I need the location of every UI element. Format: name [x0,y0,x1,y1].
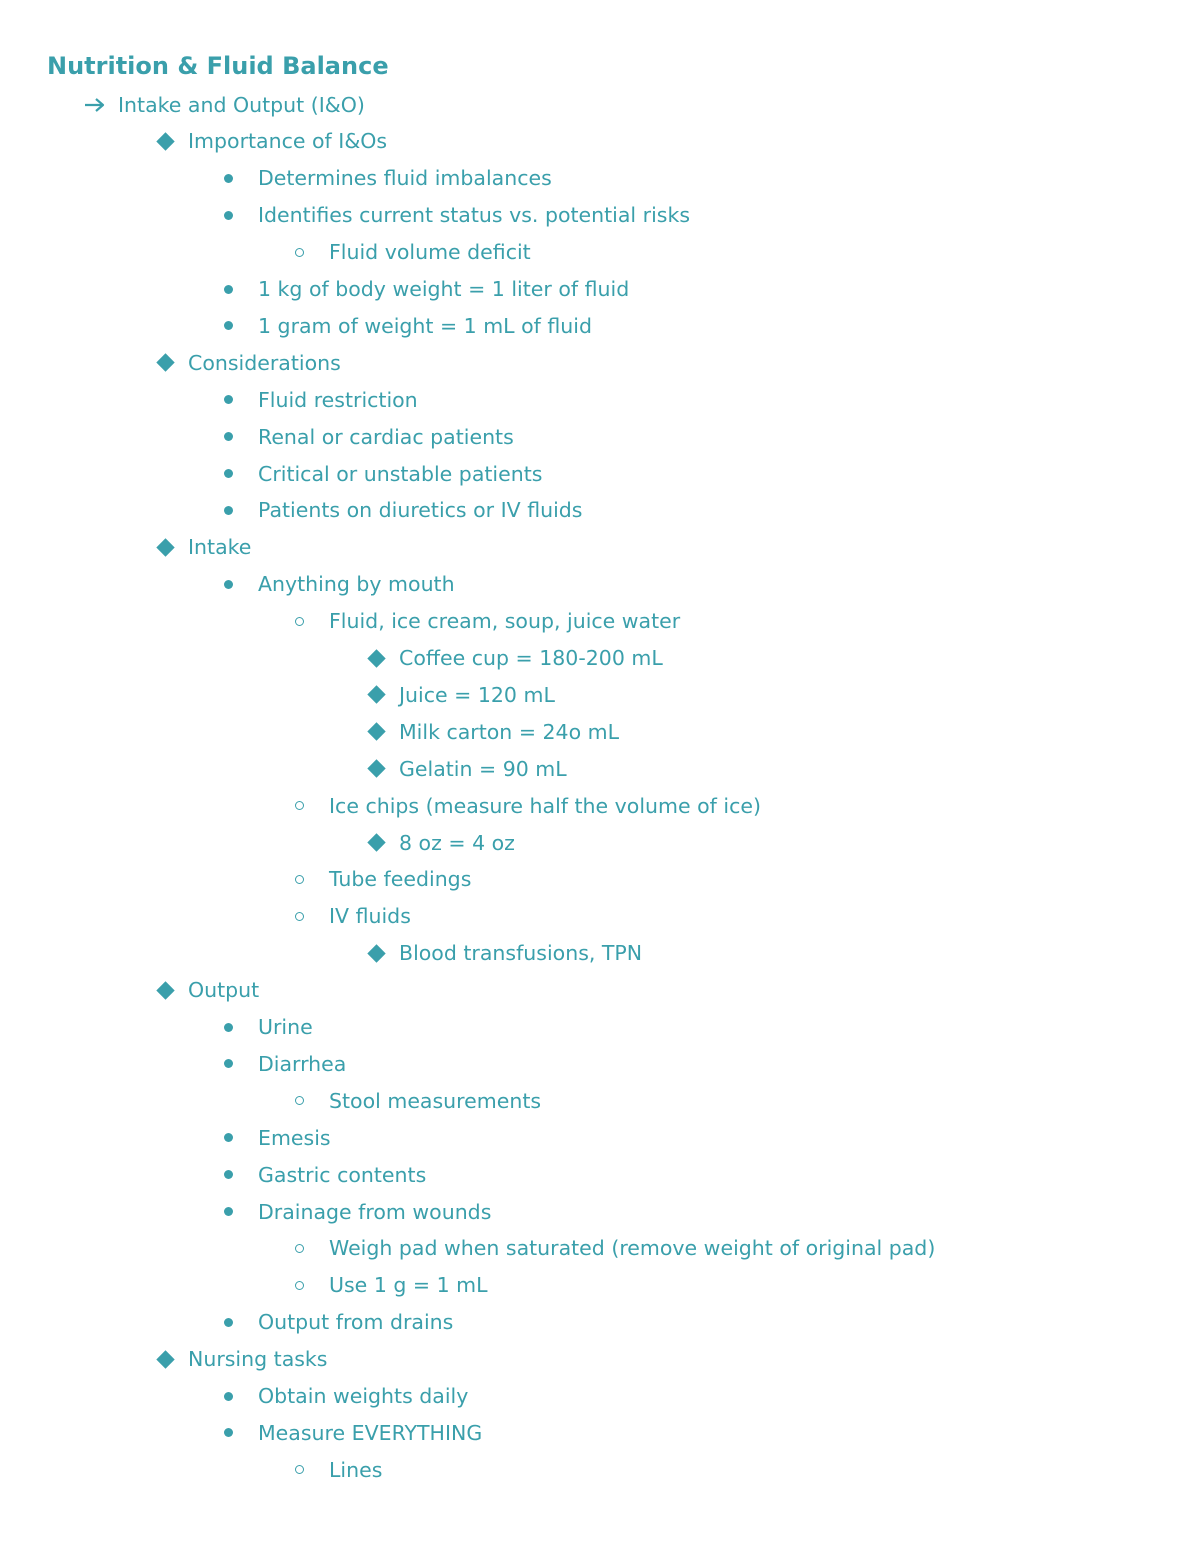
filled-bullet-icon [224,1170,258,1179]
outline-item-level-3 [295,1452,382,1488]
outline-item-text: Determines fluid imbalances [258,166,552,191]
outline-item-level-2 [224,566,455,602]
filled-bullet-icon [224,432,258,441]
outline-item-level-2 [224,1009,313,1045]
outline-item-level-1 [155,529,251,565]
outline-item-level-2 [224,382,418,418]
hollow-circle-icon [295,1244,329,1253]
outline-item-level-2 [224,492,583,528]
outline-item-text: Gastric contents [258,1162,427,1187]
outline-item-text: Juice = 120 mL [399,682,555,707]
outline-item-level-1 [155,972,259,1008]
diamond-icon [155,984,188,997]
outline-item-text: Output from drains [258,1310,454,1335]
outline-item-text: Blood transfusions, TPN [399,941,643,966]
outline-item-text: Weigh pad when saturated (remove weight of original pad) [329,1236,936,1261]
outline-item-text: Nursing tasks [188,1347,328,1372]
filled-bullet-icon [224,469,258,478]
outline-item-level-3 [295,234,531,270]
diamond-icon [155,1353,188,1366]
outline-item-text: Fluid volume deficit [329,240,531,265]
outline-item-text: Importance of I&Os [188,129,388,154]
outline-item-text: Fluid, ice cream, soup, juice water [329,609,681,634]
outline-item-level-3 [295,788,761,824]
outline-item-level-2 [224,1415,482,1451]
filled-bullet-icon [224,174,258,183]
outline-item-level-2 [224,456,542,492]
outline-item-level-2 [224,1120,331,1156]
diamond-icon [366,652,399,665]
outline-item-text: Output [188,978,260,1003]
hollow-circle-icon [295,1096,329,1105]
filled-bullet-icon [224,1392,258,1401]
filled-bullet-icon [224,321,258,330]
hollow-circle-icon [295,801,329,810]
outline-item-text: Intake [188,535,252,560]
outline-item-level-4 [366,714,619,750]
outline-item-text: Urine [258,1015,313,1039]
diamond-icon [366,725,399,738]
outline-item-level-1 [155,345,341,381]
outline-item-text: Lines [329,1457,383,1482]
filled-bullet-icon [224,211,258,220]
diamond-icon [366,836,399,849]
outline-item-text: Use 1 g = 1 mL [329,1273,488,1298]
diamond-icon [155,135,188,148]
outline-item-level-2 [224,1304,453,1340]
outline-item-level-3 [295,1230,935,1266]
outline-item-text: 1 gram of weight = 1 mL of fluid [258,313,593,338]
outline-item-text: Gelatin = 90 mL [399,756,567,781]
outline-item-text: Diarrhea [258,1051,347,1076]
filled-bullet-icon [224,1428,258,1437]
diamond-icon [155,356,188,369]
hollow-circle-icon [295,1281,329,1290]
outline-item-level-2 [224,160,552,196]
outline-item-level-3 [295,861,471,897]
outline-item-text: Renal or cardiac patients [258,424,514,449]
outline-item-level-2 [224,1194,491,1230]
outline-item-level-2 [224,1157,426,1193]
filled-bullet-icon [224,285,258,294]
hollow-circle-icon [295,1465,329,1474]
diamond-icon [155,541,188,554]
diamond-icon [366,762,399,775]
outline-item-level-1 [155,1341,328,1377]
outline-item-level-2 [224,197,690,233]
outline-item-level-4 [366,935,642,971]
outline-item-text: Drainage from wounds [258,1199,492,1224]
outline-item-text: Stool measurements [329,1088,542,1113]
filled-bullet-icon [224,506,258,515]
outline-item-text: Patients on diuretics or IV fluids [258,498,583,523]
outline-item-text: Ice chips (measure half the volume of ice) [329,793,761,818]
outline-item-level-3 [295,1083,541,1119]
outline-item-level-2 [224,419,514,455]
outline-item-level-2 [224,1046,346,1082]
hollow-circle-icon [295,912,329,921]
outline-item-level-3 [295,898,411,934]
outline-item-level-1 [155,123,387,159]
filled-bullet-icon [224,1133,258,1142]
outline-item-text: Measure EVERYTHING [258,1420,483,1445]
outline-item-level-4 [366,751,567,787]
arrow-right-icon [84,97,118,113]
outline-item-text: Considerations [188,350,341,375]
outline-item-level-3 [295,603,680,639]
filled-bullet-icon [224,1059,258,1068]
filled-bullet-icon [224,395,258,404]
hollow-circle-icon [295,248,329,257]
page-title: Nutrition & Fluid Balance [47,52,389,80]
diamond-icon [366,688,399,701]
outline-item-text: IV fluids [329,904,411,929]
filled-bullet-icon [224,580,258,589]
outline-item-text: Intake and Output (I&O) [118,92,365,117]
outline-item-level-3 [295,1267,488,1303]
diamond-icon [366,947,399,960]
outline-item-text: 1 kg of body weight = 1 liter of fluid [258,277,630,301]
outline-item-text: Identifies current status vs. potential risks [258,203,691,228]
outline-item-level-4 [366,640,663,676]
filled-bullet-icon [224,1207,258,1216]
outline-item-text: Tube feedings [329,867,472,892]
outline-item-level-0 [84,87,365,123]
filled-bullet-icon [224,1318,258,1327]
hollow-circle-icon [295,875,329,884]
outline-item-level-4 [366,825,515,861]
outline-item-level-2 [224,271,629,307]
outline-item-text: Coffee cup = 180-200 mL [399,646,663,670]
outline-item-level-2 [224,308,592,344]
outline-item-text: Obtain weights daily [258,1384,469,1408]
outline-item-text: Milk carton = 24o mL [399,719,620,744]
outline-item-text: Critical or unstable patients [258,461,543,486]
outline-item-text: 8 oz = 4 oz [399,830,515,855]
outline-item-text: Fluid restriction [258,387,418,412]
outline-item-level-4 [366,677,555,713]
filled-bullet-icon [224,1023,258,1032]
outline-item-level-2 [224,1378,468,1414]
outline-item-text: Anything by mouth [258,572,455,597]
hollow-circle-icon [295,617,329,626]
outline-item-text: Emesis [258,1125,331,1150]
